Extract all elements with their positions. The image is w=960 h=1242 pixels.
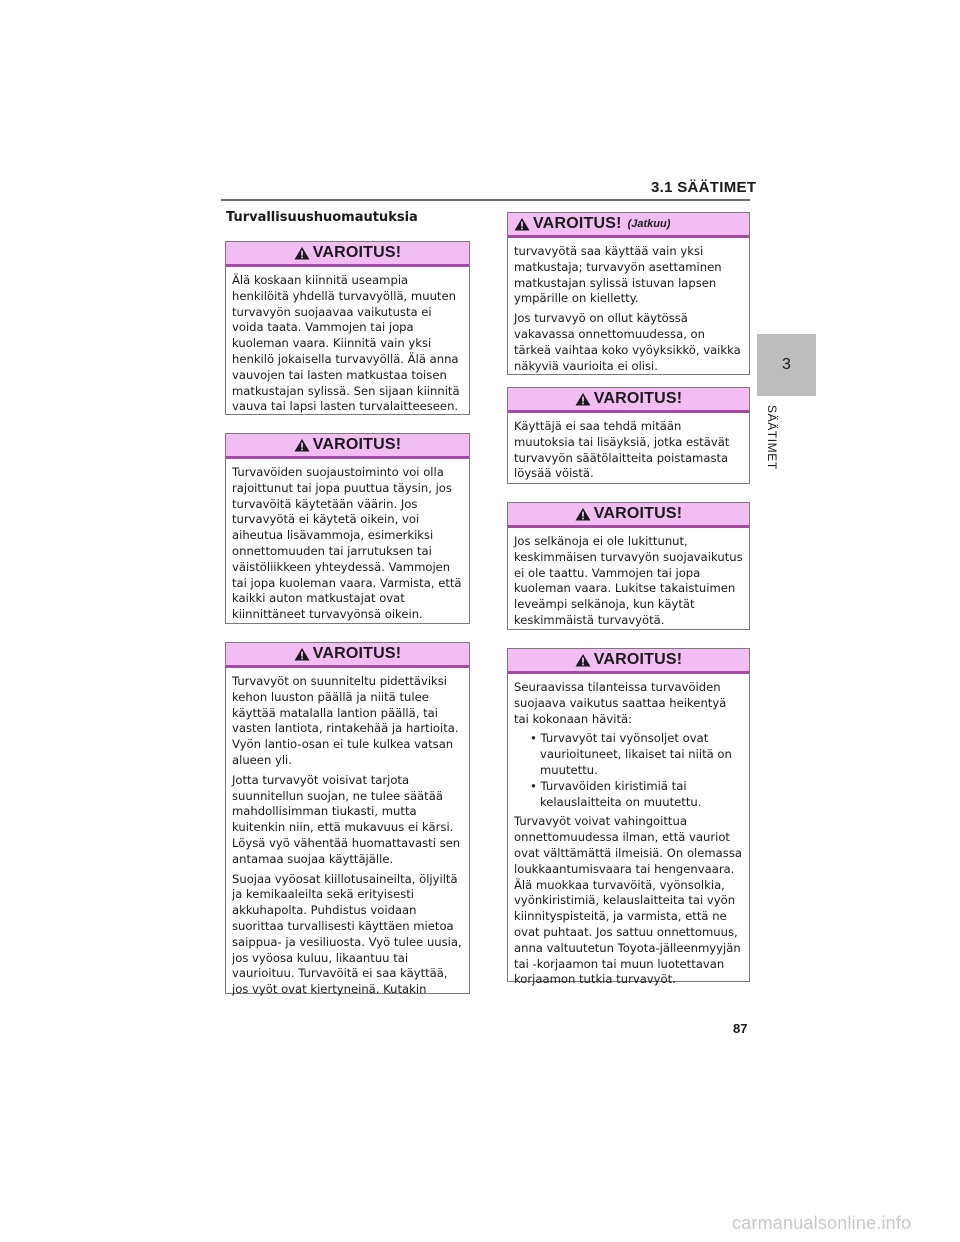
chapter-number: 3 [782,356,791,373]
warning-box-6 [507,648,750,987]
warning-text: Turvavöiden suojaustoiminto voi olla rajoittunut tai jopa puuttua täysin, jos turvavöitä käytetään väärin. Jos turvavyötä ei käytetä oikein, voi aiheutua lisävammoja, esimerkiksi onnettomuuden tai jarrutuksen tai väistöliikkeen yhteydessä. Vammojen tai jopa kuoleman vaara. Varmista, että kaikki auton matkustajat ovat kiinnittäneet turvavyönsä oikein. [232,465,462,622]
warning-text: Käyttäjä ei saa tehdä mitään muutoksia tai lisäyksiä, jotka estävät turvavyön säätölaitteita poistamasta löysää vöistä. [514,419,730,481]
warning-box-1 [225,241,470,415]
warning-header [226,434,469,459]
warning-box-2 [225,433,470,624]
continued-label: (Jatkuu) [627,218,671,230]
page-number: 87 [733,1021,748,1036]
warning-triangle-icon [294,246,310,260]
chapter-label [765,405,785,485]
warning-box-3 [225,642,470,997]
warning-header [226,643,469,668]
watermark: carmanualsonline.info [732,1213,912,1233]
warning-box-continued [507,212,750,375]
warning-header [508,503,749,528]
warning-heading: VAROITUS! [312,645,402,662]
warning-heading: VAROITUS! [593,390,683,407]
warning-heading: VAROITUS! [312,436,402,453]
section-header: 3.1 SÄÄTIMET [651,179,757,196]
warning-text: Älä koskaan kiinnitä useampia henkilöitä yhdellä turvavyöllä, muuten turvavyön suojaavaa vaikutusta ei voida taata. Vammojen tai jopa kuoleman vaara. Kiinnitä vain yksi henkilö jokaisella turvavyöllä. Älä anna vauvojen tai lasten matkustaa toisen matkustajan sylissä. Sen sijaan kiinnitä vauva tai lapsi lasten turvalaitteeseen. [232,273,460,414]
warning-intro: Seuraavissa tilanteissa turvavöiden suojaava vaikutus saattaa heikentyä tai kokonaan hävitä: [514,680,727,726]
chapter-tab [757,334,816,396]
chapter-label-text: SÄÄTIMET [765,405,779,470]
warning-header [508,649,749,674]
header-rule [221,199,750,201]
warning-triangle-icon [294,438,310,452]
warning-text: Jotta turvavyöt voisivat tarjota suunnitellun suojan, ne tulee säätää mahdollisimman tiukasti, mutta kuitenkin niin, että mukavuus ei kärsi. Löysä vyö vähentää huomattavasti sen antamaa suojaa käyttäjälle. [232,772,461,866]
warning-text: Jos turvavyö on ollut käytössä vakavassa onnettomuudessa, on tärkeä vaihtaa koko vyöyksikkö, vaikka näkyviä vaurioita ei olisi. [514,311,741,373]
warning-heading: VAROITUS! [312,244,402,261]
warning-heading: VAROITUS! [533,215,622,232]
warning-header [508,388,749,413]
warning-triangle-icon [575,653,591,667]
warning-bullet-list [514,731,743,810]
warning-box-5 [507,502,750,630]
warning-text: Turvavyöt on suunniteltu pidettäviksi kehon luuston päällä ja niitä tulee käyttää matalalla lantion päällä, tai vasten lantiota, rintakehää ja hartioita. Vyön lantio-osan ei tule kulkea vatsan alueen yli. [232,674,459,767]
warning-triangle-icon [575,507,591,521]
list-item: • Turvavöiden kiristimiä tai kelauslaitteita on muutettu. [528,779,743,811]
warning-triangle-icon [294,647,310,661]
warning-text: Turvavyöt voivat vahingoittua onnettomuudessa ilman, että vauriot ovat välttämättä ilmeisiä. On olemassa loukkaantumisvaara tai hengenvaara. Älä muokkaa turvavöitä, vyönsolkia, vyönkiristimiä, kelauslaitteita tai vyön kiinnityspisteitä, ja varmista, että ne ovat puhtaat. Jos sattuu onnettomuus, anna valtuutetun Toyota-jälleenmyyjän tai -korjaamon tai muun luotettavan korjaamon tutkia turvavyöt. [514,814,742,987]
warning-text: Jos selkänoja ei ole lukittunut, keskimmäisen turvavyön suojavaikutus ei ole taattu. Vammojen tai jopa kuoleman vaara. Lukitse takaistuimen leveämpi selkänoja, kun käytät keskimmäistä turvavyötä. [514,534,743,627]
warning-text: turvavyötä saa käyttää vain yksi matkustaja; turvavyön asettaminen matkustajan sylissä istuvan lapsen ympärille on kielletty. [514,244,722,306]
warning-heading: VAROITUS! [593,651,683,668]
warning-triangle-icon [575,392,591,406]
warning-header [226,242,469,267]
warning-triangle-icon [514,217,530,231]
list-item: • Turvavyöt tai vyönsoljet ovat vaurioituneet, likaiset tai niitä on muutettu. [528,731,743,778]
warning-header [508,213,749,238]
warning-text: Suojaa vyöosat kiillotusaineilta, öljyiltä ja kemikaaleilta sekä erityisesti akkuhapolta. Puhdistus voidaan suorittaa turvallisesti käyttäen mietoa saippua- ja vesiliuosta. Vyö tulee uusia, jos vyöosa kuluu, likaantuu tai vaurioituu. Turvavöitä ei saa käyttää, jos vyöt ovat kiertyneinä. Kutakin [232,871,462,997]
page-title: Turvallisuushuomautuksia [226,210,418,225]
warning-box-4 [507,387,750,484]
warning-heading: VAROITUS! [593,505,683,522]
